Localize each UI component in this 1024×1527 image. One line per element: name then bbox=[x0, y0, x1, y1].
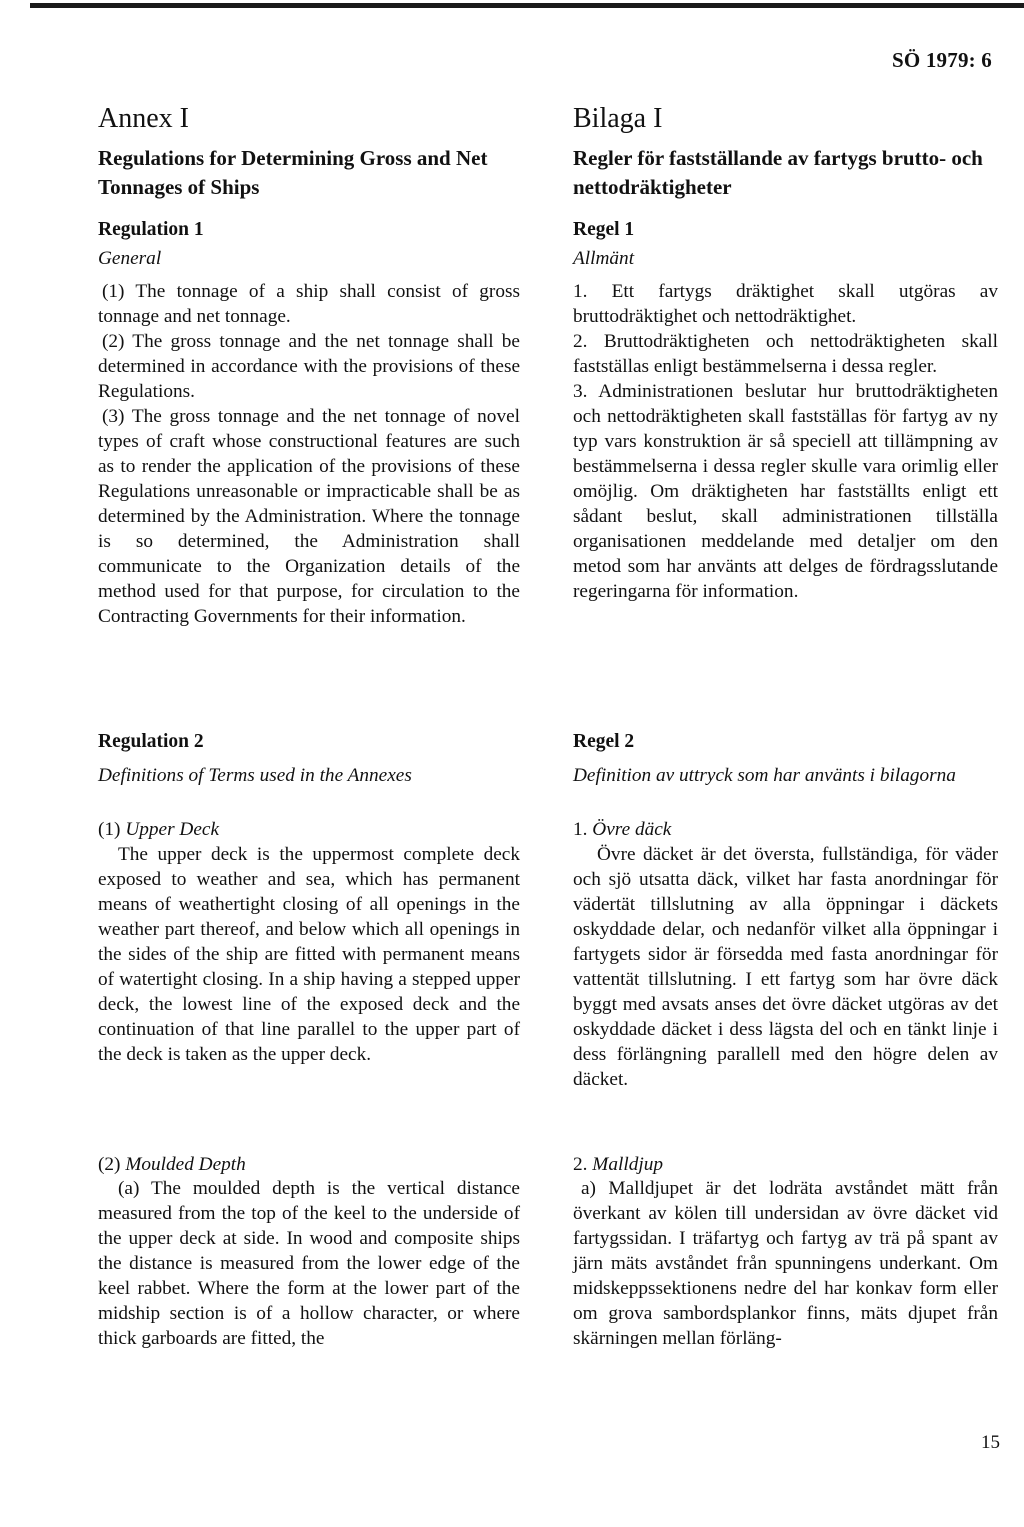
page-number: 15 bbox=[981, 1432, 1000, 1453]
regulation-2-subtitle: Definitions of Terms used in the Annexes bbox=[98, 765, 412, 786]
regulation-1-subtitle: General bbox=[98, 248, 162, 269]
regulation-2-title: Regulation 2 bbox=[98, 731, 204, 752]
annex-heading: Regulations for Determining Gross and Net Tonnages of Ships bbox=[98, 146, 488, 199]
definition-1-body bbox=[98, 842, 520, 1067]
definition-2-text: a) Malldjupet är det lodräta avståndet mätt från överkant av kölen till undersidan av övre däcket vid fartygssidan. I träfartyg och fartyg av trä på spant av järn mäts avståndet från spunningens underkant. Om midskeppssektionens nedre del har konkav form eller om grova sambordsplankor finns, mäts djupet från skärningen mellan förläng- bbox=[573, 1178, 998, 1349]
regulation-2-title: Regel 2 bbox=[573, 731, 635, 752]
definition-1-term: Upper Deck bbox=[125, 819, 219, 840]
definition-2-number: 2. bbox=[573, 1154, 588, 1175]
paragraph: (3) The gross tonnage and the net tonnage of novel types of craft whose constructional features are such as to render the application of the provisions of these Regulations unreasonable or impracticable shall be as determined by the Administration. Where the tonnage is so determined, the Administration shall communicate to the Organization details of the method used for that purpose, for circulation to the Contracting Governments for their information. bbox=[98, 406, 520, 627]
definition-2-text: (a) The moulded depth is the vertical distance measured from the top of the keel to the underside of the upper deck at side. In wood and composite ships the distance is measured from the lower edge of the keel rabbet. Where the form at the lower part of the midship section is of a hollow character, or where thick garboards are fitted, the bbox=[98, 1178, 520, 1349]
definition-1-text: Övre däcket är det översta, fullständiga, för väder och sjö utsatta däck, vilket har fasta anordningar för vädertät tillslutning av alla öppningar i däckets oskyddade delar, och nedanför vilket alla öppningar i fartygets sidor är försedda med fasta anordningar för vattentät tillslutning. I ett fartyg som har övre däck byggt med avsats anses det övre däcket utgöras av det oskyddade däcket i dess lägsta del och en tänkt linje i dess förlängning parallell med den högre delen av däcket. bbox=[573, 844, 998, 1090]
paragraph: 2. Bruttodräktigheten och nettodräktigheten skall fastställas enligt bestämmelserna i dessa regler. bbox=[573, 331, 998, 377]
publication-reference: SÖ 1979: 6 bbox=[891, 48, 992, 72]
regulation-2-subtitle: Definition av uttryck som har använts i bilagorna bbox=[573, 765, 956, 786]
definition-1-text: The upper deck is the uppermost complete deck exposed to weather and sea, which has permanent means of weathertight closing of all openings in the weather part thereof, and below which all openings in the sides of the ship are fitted with permanent means of watertight closing. In a ship having a stepped upper deck, the lowest line of the exposed deck and the continuation of that line parallel to the upper part of the deck is taken as the upper deck. bbox=[98, 844, 520, 1065]
definition-2-body bbox=[98, 1176, 520, 1351]
paragraph: (1) The tonnage of a ship shall consist of gross tonnage and net tonnage. bbox=[98, 281, 520, 327]
definition-1-body bbox=[573, 842, 998, 1092]
definition-1-number: (1) bbox=[98, 819, 121, 840]
top-rule bbox=[30, 3, 1024, 8]
definition-1-number: 1. bbox=[573, 819, 588, 840]
definition-2-number: (2) bbox=[98, 1154, 121, 1175]
regulation-1-body bbox=[98, 279, 520, 629]
regulation-1-title: Regel 1 bbox=[573, 219, 635, 240]
definition-2-term: Malldjup bbox=[592, 1154, 663, 1175]
definition-1-term: Övre däck bbox=[592, 819, 672, 840]
definition-2-label bbox=[573, 1152, 663, 1177]
definition-2-label bbox=[98, 1152, 246, 1177]
annex-title: Bilaga I bbox=[573, 103, 663, 134]
regulation-1-subtitle: Allmänt bbox=[573, 248, 635, 269]
definition-1-label bbox=[98, 817, 219, 842]
definition-1-label bbox=[573, 817, 671, 842]
regulation-1-title: Regulation 1 bbox=[98, 219, 204, 240]
paragraph: (2) The gross tonnage and the net tonnage shall be determined in accordance with the provisions of these Regulations. bbox=[98, 331, 520, 402]
paragraph: 3. Administrationen beslutar hur bruttodräktigheten och nettodräktigheten skall fastställas för fartyg av ny typ vars konstruktion är så speciell att tillämpning av bestämmelserna i dessa regler skulle vara orimlig eller omöjlig. Om dräktigheten har fastställts enligt ett sådant beslut, skall administrationen tillställa organisationen meddelande med detaljer om den metod som har använts att delges de fördragsslutande regeringarna för information. bbox=[573, 381, 998, 602]
annex-heading: Regler för fastställande av fartygs brutto- och nettodräktigheter bbox=[573, 146, 983, 199]
definition-2-term: Moulded Depth bbox=[125, 1154, 246, 1175]
annex-title: Annex I bbox=[98, 103, 189, 134]
paragraph: 1. Ett fartygs dräktighet skall utgöras av bruttodräktighet och nettodräktighet. bbox=[573, 281, 998, 327]
definition-2-body bbox=[573, 1176, 998, 1351]
regulation-1-body bbox=[573, 279, 998, 604]
